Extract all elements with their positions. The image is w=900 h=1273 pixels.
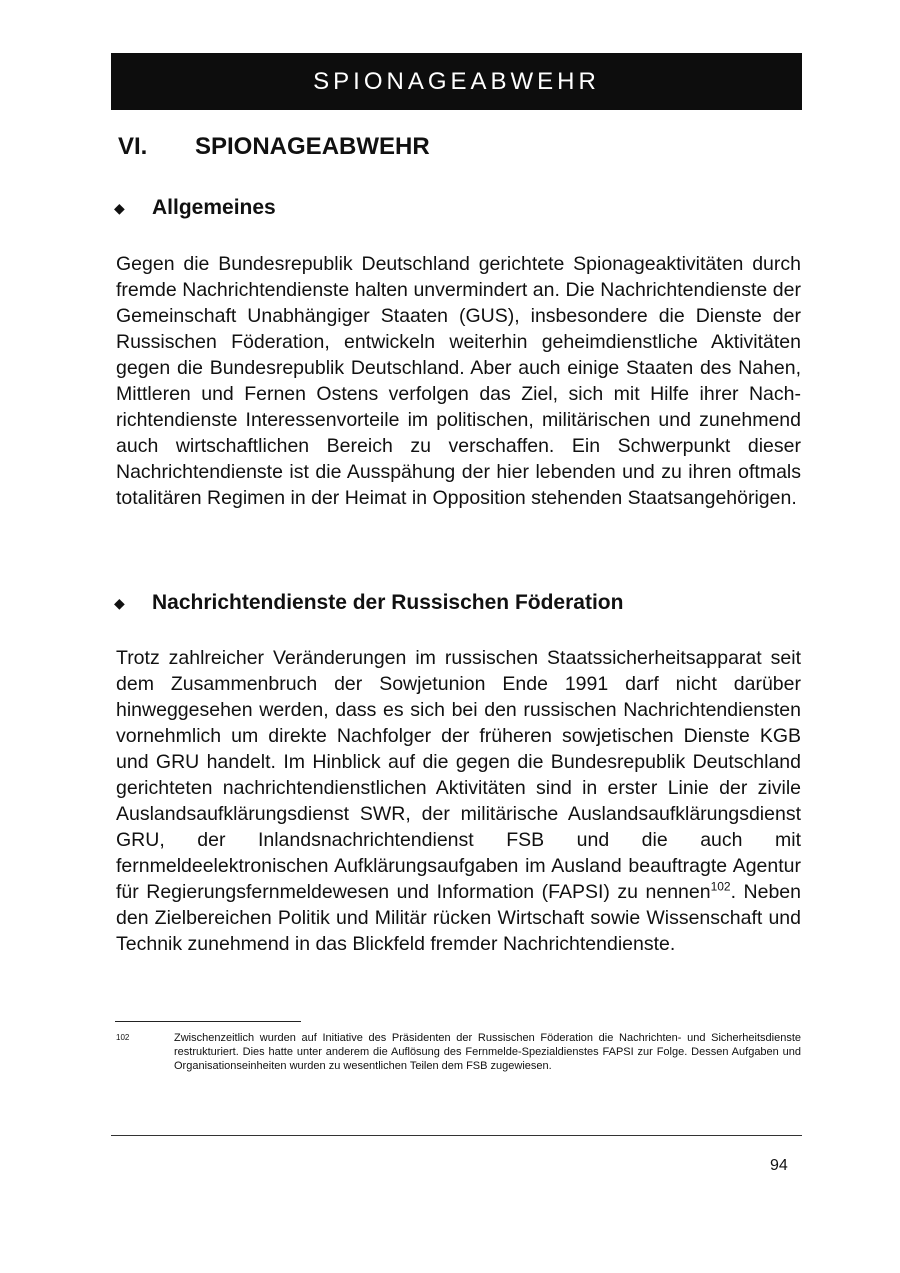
footnote-divider xyxy=(115,1021,301,1022)
header-title: SPIONAGEABWEHR xyxy=(313,67,600,95)
paragraph-text xyxy=(116,645,801,957)
chapter-number: VI. xyxy=(118,133,148,160)
chapter-heading xyxy=(118,133,430,161)
paragraph-part-1: Trotz zahlreicher Veränderungen im russischen Staatssicherheitsapparat seit dem Zusammenbruch der Sowjetunion Ende 1991 darf nicht darüber hinweggesehen werden, dass es sich bei den russischen Nachrichtendiensten vornehmlich um direkte Nachfolger der früheren sowjetischen Dienste KGB und GRU handelt. Im Hinblick auf die gegen die Bundesrepublik Deutschland gerichteten nachrichtendienstlichen Aktivitäten sind in erster Linie der zivile Auslandsaufklärungsdienst SWR, der militärische Auslandsaufklärungsdienst GRU, der Inlandsnachrichtendienst FSB und die auch mit fernmeldeelektronischen Aufklärungsaufgaben im Ausland beauftragte Agentur für Regierungsfernmeldewesen und Information (FAPSI) zu nennen xyxy=(116,647,801,903)
footnote xyxy=(116,1031,801,1073)
footnote-reference[interactable]: 102 xyxy=(710,879,731,894)
section-paragraph-russische-foederation xyxy=(116,645,801,957)
paragraph-text: Gegen die Bundesrepublik Deutschland gerichtete Spionageaktivitäten durch fremde Nachrichtendienste halten unvermindert an. Die Nachrichtendienste der Gemeinschaft Unabhängiger Staaten (GUS), insbesondere die Dienste der Russischen Föderation, entwickeln weiterhin geheimdienstliche Aktivitäten gegen die Bundesrepublik Deutschland. Aber auch einige Staaten des Nahen, Mittleren und Fernen Ostens verfolgen das Ziel, sich mit Hilfe ihrer Nachrichtendienste Interessenvorteile im politischen, militärischen und zunehmend auch wirtschaftlichen Bereich zu verschaffen. Ein Schwerpunkt dieser Nachrichtendienste ist die Ausspähung der hier lebenden und zu ihren oftmals totalitären Regimen in der Heimat in Opposition stehenden Staatsangehörigen. xyxy=(116,253,801,509)
diamond-bullet-icon: ◆ xyxy=(114,199,125,216)
bottom-divider xyxy=(111,1135,802,1136)
paragraph-part-2: . Neben den Zielbereichen Politik und Militär rücken Wirtschaft sowie Wissenschaft und Technik zunehmend in das Blickfeld fremder Nachrichtendienste. xyxy=(116,881,801,955)
section-heading-russische-foederation xyxy=(114,591,623,615)
section-heading-text: Allgemeines xyxy=(152,196,276,219)
chapter-title: SPIONAGEABWEHR xyxy=(195,133,430,160)
footnote-number: 102 xyxy=(116,1033,130,1042)
page-number: 94 xyxy=(770,1157,788,1174)
section-paragraph-allgemeines xyxy=(116,251,801,511)
footnote-text: Zwischenzeitlich wurden auf Initiative des Präsidenten der Russischen Föderation die Nachrichten- und Sicherheitsdienste restrukturiert. Dies hatte unter anderem die Auflösung des Fernmelde-Spezialdienstes FAPSI zur Folge. Dessen Aufgaben und Organisationseinheiten wurden zu wesentlichen Teilen dem FSB zugewiesen. xyxy=(174,1032,801,1072)
section-heading-text: Nachrichtendienste der Russischen Föderation xyxy=(152,591,624,614)
header-bar xyxy=(111,53,802,110)
diamond-bullet-icon: ◆ xyxy=(114,594,125,611)
section-heading-allgemeines xyxy=(114,196,276,220)
